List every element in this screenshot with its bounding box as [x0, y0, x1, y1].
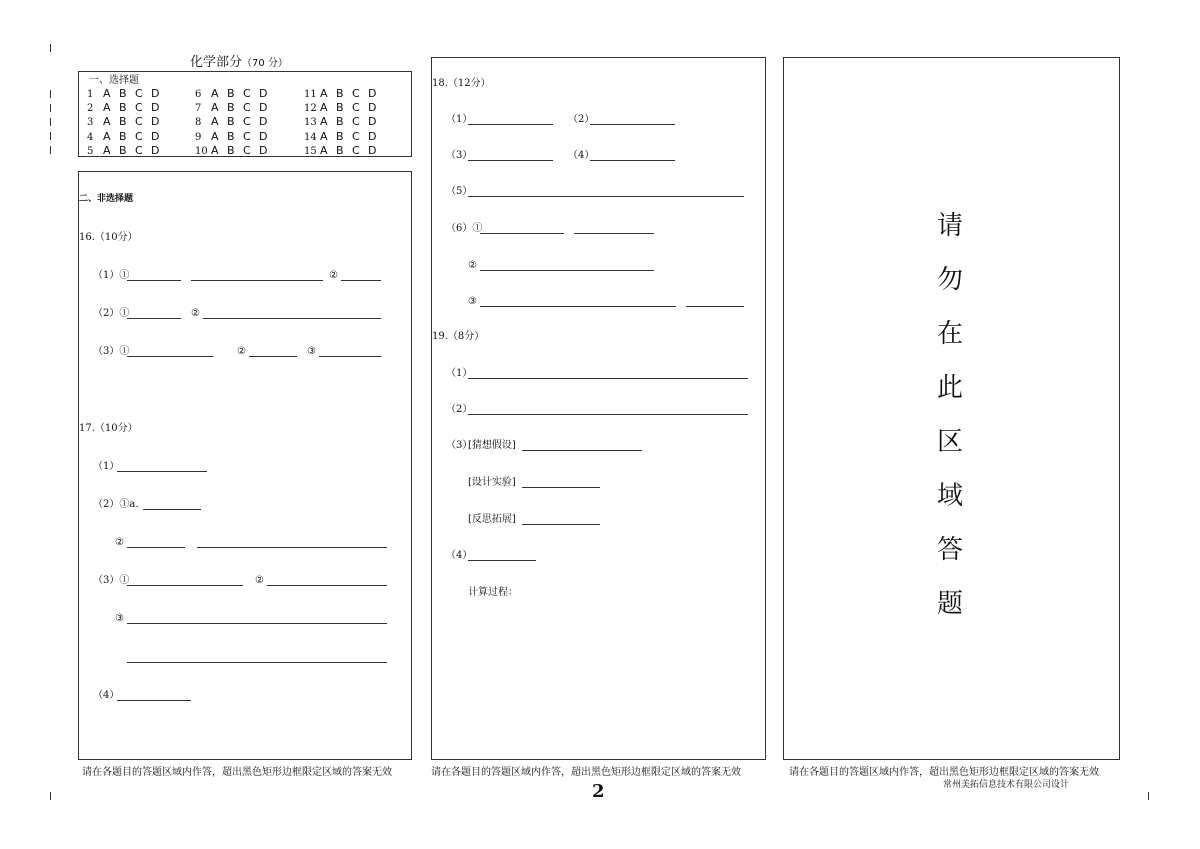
mc-question-row [87, 87, 167, 102]
crop-mark [50, 44, 51, 52]
mc-option-bubble[interactable]: C [352, 87, 360, 100]
mc-option-bubble[interactable]: B [336, 143, 344, 157]
mc-option-bubble[interactable]: D [259, 129, 268, 143]
q19-p2-answer[interactable] [468, 414, 748, 415]
q16-p3-label: （3）① [93, 346, 130, 357]
mc-option-bubble[interactable]: D [368, 143, 377, 157]
mc-question-row [195, 87, 275, 102]
total-score: （70 分） [242, 58, 288, 69]
mc-option-bubble[interactable]: A [103, 143, 111, 157]
mc-question-row [195, 101, 275, 116]
mc-option-bubble[interactable]: B [119, 87, 127, 100]
q19-p3-label: （3） [446, 440, 473, 451]
no-answer-region [783, 57, 1120, 760]
q16-p1-answer-1[interactable] [127, 280, 181, 281]
q18-p4-answer[interactable] [590, 160, 675, 161]
q18-p3-answer[interactable] [468, 160, 553, 161]
mc-option-bubble[interactable]: B [336, 101, 344, 115]
warning-char: 域 [937, 481, 964, 511]
q17-p3-answer-2[interactable] [267, 585, 387, 586]
crop-mark [50, 118, 51, 126]
mc-option-bubble[interactable]: B [227, 143, 235, 157]
q16-p3-answer-1[interactable] [127, 356, 213, 357]
q18-p3-label: （3） [446, 150, 473, 161]
mc-option-bubble[interactable]: C [135, 101, 143, 115]
mc-option-bubble[interactable]: C [352, 129, 360, 143]
mc-option-bubble[interactable]: B [227, 115, 235, 129]
q16-p1-label: （1）① [93, 270, 130, 281]
q18-p2-label: （2） [568, 114, 595, 125]
mc-question-number: 14 [304, 131, 317, 143]
mc-option-bubble[interactable]: A [211, 87, 219, 100]
mc-option-bubble[interactable]: C [243, 115, 251, 129]
q16-p3-b-label: ② [237, 346, 246, 357]
q16-p3-answer-2[interactable] [249, 356, 297, 357]
footer-notice-2: 请在各题目的答题区域内作答，超出黑色矩形边框限定区域的答案无效 [431, 767, 741, 778]
mc-option-bubble[interactable]: B [336, 129, 344, 143]
q18-p6-answer-5[interactable] [686, 306, 744, 307]
warning-char: 请 [937, 211, 964, 241]
mc-option-bubble[interactable]: C [135, 129, 143, 143]
mc-option-bubble[interactable]: A [103, 87, 111, 100]
warning-char: 勿 [937, 265, 964, 295]
mc-option-bubble[interactable]: B [119, 143, 127, 157]
mc-option-bubble[interactable]: D [151, 115, 160, 129]
mc-option-bubble[interactable]: A [211, 143, 219, 157]
q17-p3-b-label: ② [255, 575, 264, 586]
q16-p3-c-label: ③ [307, 346, 316, 357]
mc-question-number: 15 [304, 145, 317, 157]
mc-option-bubble[interactable]: D [368, 115, 377, 129]
mc-question-row [304, 115, 384, 130]
mc-option-bubble[interactable]: C [352, 143, 360, 157]
q18-p1-label: （1） [446, 114, 473, 125]
crop-mark [50, 792, 51, 800]
mc-question-number: 5 [87, 145, 94, 157]
q18-p5-label: （5） [446, 186, 473, 197]
q19-p3-hypothesis-label: [猜想假设] [468, 440, 516, 451]
q19-p4-answer[interactable] [468, 560, 536, 561]
q19-calc-label: 计算过程： [468, 587, 518, 598]
mc-question-number: 10 [195, 145, 208, 157]
mc-question-number: 6 [195, 89, 202, 100]
mc-question-row [304, 144, 384, 159]
mc-option-bubble[interactable]: B [119, 101, 127, 115]
non-choice-box [78, 171, 412, 760]
mc-question-number: 2 [87, 103, 94, 115]
mc-question-number: 3 [87, 117, 94, 129]
footer-notice-1: 请在各题目的答题区域内作答，超出黑色矩形边框限定区域的答案无效 [82, 767, 392, 778]
mc-option-bubble[interactable]: A [320, 115, 328, 129]
mc-section-title: 一、选择题 [89, 75, 139, 86]
q19-p3-hypothesis-answer[interactable] [522, 450, 642, 451]
q19-p3-design-answer[interactable] [522, 487, 600, 488]
q17-p3-c-label: ③ [115, 613, 124, 624]
mc-option-bubble[interactable]: C [352, 115, 360, 129]
q19-p1-label: （1） [446, 368, 473, 379]
mc-option-bubble[interactable]: A [320, 101, 328, 115]
mc-option-bubble[interactable]: A [320, 87, 328, 100]
multiple-choice-box [78, 71, 412, 157]
mc-question-number: 8 [195, 117, 202, 129]
q18-p6-answer-2[interactable] [574, 233, 654, 234]
q16-p1-answer-2[interactable] [191, 280, 323, 281]
mc-option-bubble[interactable]: C [135, 143, 143, 157]
q17-p3-answer-1[interactable] [127, 585, 243, 586]
q17-p1-answer[interactable] [117, 471, 207, 472]
q16-p2-answer-2[interactable] [203, 318, 381, 319]
crop-mark [50, 132, 51, 140]
mc-option-bubble[interactable]: D [151, 129, 160, 143]
q16-p2-b-label: ② [191, 308, 200, 319]
q17-p2-answer-c[interactable] [197, 547, 387, 548]
mc-question-row [195, 144, 275, 159]
q19-p2-label: （2） [446, 404, 473, 415]
mc-option-bubble[interactable]: D [368, 101, 377, 115]
crop-mark [1148, 792, 1149, 800]
page-number: 2 [592, 781, 605, 802]
footer-notice-3: 请在各题目的答题区域内作答，超出黑色矩形边框限定区域的答案无效 [789, 767, 1099, 778]
q16-p3-answer-3[interactable] [319, 356, 381, 357]
q16-title: 16.（10分） [79, 232, 138, 243]
q19-p3-reflect-label: [反思拓展] [468, 514, 516, 525]
q18-p6-b-label: ② [468, 260, 477, 271]
q18-p4-label: （4） [568, 150, 595, 161]
warning-char: 题 [937, 589, 964, 619]
mc-option-bubble[interactable]: B [227, 87, 235, 100]
mc-question-row [87, 115, 167, 130]
q16-p1-answer-3[interactable] [341, 280, 381, 281]
mc-option-bubble[interactable]: C [352, 101, 360, 115]
q17-p2-label: （2）①a. [93, 499, 139, 510]
q18-p5-answer[interactable] [468, 196, 744, 197]
q18-title: 18.（12分） [432, 78, 491, 89]
mc-option-bubble[interactable]: D [151, 87, 160, 100]
mc-question-number: 11 [304, 89, 317, 100]
designer-credit: 常州美拓信息技术有限公司设计 [943, 780, 1070, 790]
mc-option-bubble[interactable]: C [243, 129, 251, 143]
mc-question-row [304, 87, 384, 102]
mc-option-bubble[interactable]: A [211, 101, 219, 115]
q18-p2-answer[interactable] [590, 124, 675, 125]
mc-question-number: 7 [195, 103, 202, 115]
q18-p6-answer-3[interactable] [480, 270, 654, 271]
answer-box-18-19 [431, 57, 766, 760]
q19-p1-answer[interactable] [468, 378, 748, 379]
mc-option-bubble[interactable]: A [103, 101, 111, 115]
q17-p4-answer[interactable] [117, 700, 191, 701]
q18-p6-answer-1[interactable] [480, 233, 564, 234]
page-title: 化学部分 [190, 55, 243, 70]
q18-p1-answer[interactable] [468, 124, 553, 125]
mc-option-bubble[interactable]: D [151, 101, 160, 115]
mc-option-bubble[interactable]: C [243, 87, 251, 100]
mc-option-bubble[interactable]: D [259, 143, 268, 157]
mc-question-number: 13 [304, 117, 317, 129]
q16-p1-c-label: ② [329, 270, 338, 281]
warning-char: 区 [937, 427, 964, 457]
mc-question-number: 4 [87, 131, 94, 143]
mc-question-number: 12 [304, 103, 317, 115]
mc-option-bubble[interactable]: D [259, 101, 268, 115]
q19-title: 19.（8分） [432, 331, 485, 342]
mc-option-bubble[interactable]: D [259, 87, 268, 100]
q16-p2-label: （2）① [93, 308, 130, 319]
mc-option-bubble[interactable]: C [243, 143, 251, 157]
q16-p2-answer-1[interactable] [127, 318, 181, 319]
q17-p3-answer-4[interactable] [127, 662, 387, 663]
q17-p2-answer-a[interactable] [143, 509, 201, 510]
mc-option-bubble[interactable]: B [336, 87, 344, 100]
mc-option-bubble[interactable]: D [368, 87, 377, 100]
warning-char: 此 [937, 373, 964, 403]
mc-option-bubble[interactable]: A [103, 129, 111, 143]
mc-option-bubble[interactable]: C [135, 87, 143, 100]
mc-question-number: 9 [195, 131, 202, 143]
mc-question-row [195, 115, 275, 130]
q17-p1-label: （1） [93, 461, 120, 472]
q17-p2-answer-b[interactable] [127, 547, 185, 548]
mc-question-number: 1 [87, 89, 94, 100]
mc-question-row [304, 101, 384, 116]
mc-option-bubble[interactable]: A [103, 115, 111, 129]
mc-option-bubble[interactable]: C [135, 115, 143, 129]
crop-mark [50, 104, 51, 112]
mc-option-bubble[interactable]: B [336, 115, 344, 129]
mc-option-bubble[interactable]: B [119, 115, 127, 129]
mc-option-bubble[interactable]: D [151, 143, 160, 157]
mc-option-bubble[interactable]: C [243, 101, 251, 115]
q18-p6-c-label: ③ [468, 296, 477, 307]
non-choice-title: 二、非选择题 [79, 194, 134, 204]
q18-p6-label: （6）① [446, 223, 483, 234]
warning-char: 答 [937, 535, 964, 565]
q17-p2-b-label: ② [115, 537, 124, 548]
mc-option-bubble[interactable]: A [211, 115, 219, 129]
section-heading [190, 51, 288, 70]
q18-p6-answer-4[interactable] [480, 306, 676, 307]
mc-option-bubble[interactable]: B [227, 101, 235, 115]
warning-char: 在 [937, 319, 964, 349]
q17-p4-label: （4） [93, 690, 120, 701]
mc-option-bubble[interactable]: A [320, 143, 328, 157]
mc-option-bubble[interactable]: A [211, 129, 219, 143]
q19-p3-design-label: [设计实验] [468, 477, 516, 488]
mc-option-bubble[interactable]: B [119, 129, 127, 143]
crop-mark [50, 90, 51, 98]
q19-p4-label: （4） [446, 550, 473, 561]
mc-option-bubble[interactable]: D [368, 129, 377, 143]
crop-mark [50, 146, 51, 154]
mc-option-bubble[interactable]: A [320, 129, 328, 143]
q17-title: 17.（10分） [79, 423, 138, 434]
mc-question-row [304, 130, 384, 145]
mc-option-bubble[interactable]: B [227, 129, 235, 143]
q17-p3-label: （3）① [93, 575, 130, 586]
q19-p3-reflect-answer[interactable] [522, 524, 600, 525]
mc-question-row [87, 101, 167, 116]
mc-question-row [87, 144, 167, 159]
mc-question-row [195, 130, 275, 145]
mc-option-bubble[interactable]: D [259, 115, 268, 129]
mc-question-row [87, 130, 167, 145]
q19-calc-area[interactable] [462, 603, 752, 753]
q17-p3-answer-3[interactable] [127, 623, 387, 624]
